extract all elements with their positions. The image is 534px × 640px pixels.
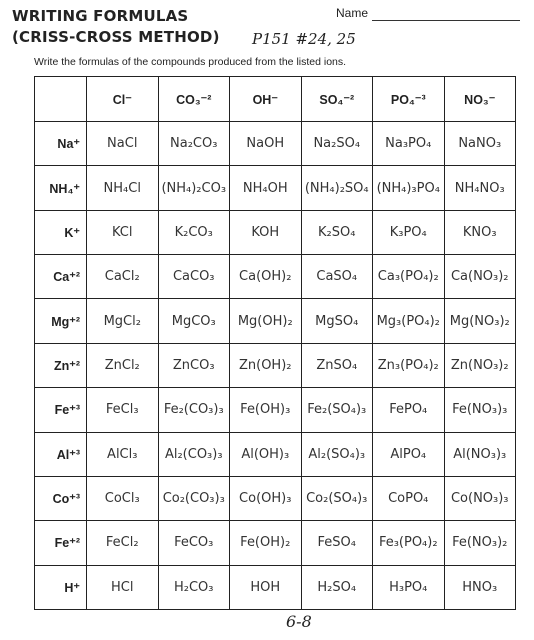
cation-label: Mg⁺² [35,299,87,343]
formula-cell: Fe(NO₃)₃ [444,388,516,432]
handwritten-page-note: P151 #24, 25 [252,30,356,48]
formula-cell: AlPO₄ [373,432,445,476]
formula-cell: Na₂CO₃ [158,122,230,166]
formula-cell: FeCO₃ [158,521,230,565]
formula-cell: Fe₃(PO₄)₂ [373,521,445,565]
formula-cell: Ca(OH)₂ [230,255,302,299]
formula-cell: CaCl₂ [87,255,159,299]
formula-cell: MgCl₂ [87,299,159,343]
formula-cell: ZnSO₄ [301,343,373,387]
formula-cell: HOH [230,565,302,609]
cation-label: Co⁺³ [35,476,87,520]
table-row [35,565,516,609]
formula-cell: K₃PO₄ [373,210,445,254]
cation-label: Al⁺³ [35,432,87,476]
cation-label: Zn⁺² [35,343,87,387]
table-row [35,476,516,520]
cation-label: K⁺ [35,210,87,254]
anion-header: NO₃⁻ [444,77,516,122]
formula-cell: ZnCO₃ [158,343,230,387]
formula-cell: (NH₄)₂SO₄ [301,166,373,210]
formula-cell: KOH [230,210,302,254]
name-label: Name [336,6,369,20]
cation-label: Ca⁺² [35,255,87,299]
formula-cell: H₂SO₄ [301,565,373,609]
formula-cell: Zn(OH)₂ [230,343,302,387]
formula-cell: (NH₄)₂CO₃ [158,166,230,210]
formula-cell: Al(NO₃)₃ [444,432,516,476]
formula-cell: Fe(OH)₃ [230,388,302,432]
anion-header-row [35,77,516,122]
formula-cell: FeCl₂ [87,521,159,565]
formula-cell: Al₂(CO₃)₃ [158,432,230,476]
formula-cell: Mg₃(PO₄)₂ [373,299,445,343]
formula-cell: Fe₂(SO₄)₃ [301,388,373,432]
cation-label: NH₄⁺ [35,166,87,210]
worksheet-title: WRITING FORMULAS [12,7,189,25]
formula-cell: AlCl₃ [87,432,159,476]
formula-cell: NaCl [87,122,159,166]
anion-header: CO₃⁻² [158,77,230,122]
table-row [35,343,516,387]
anion-header: SO₄⁻² [301,77,373,122]
table-row [35,521,516,565]
anion-header: Cl⁻ [87,77,159,122]
formula-cell: Co(OH)₃ [230,476,302,520]
formula-cell: Fe₂(CO₃)₃ [158,388,230,432]
cation-label: Fe⁺² [35,521,87,565]
formula-cell: Na₂SO₄ [301,122,373,166]
formula-cell: ZnCl₂ [87,343,159,387]
formula-cell: Co₂(SO₄)₃ [301,476,373,520]
formula-cell: Fe(OH)₂ [230,521,302,565]
formula-cell: FeSO₄ [301,521,373,565]
formula-cell: NH₄NO₃ [444,166,516,210]
formula-cell: (NH₄)₃PO₄ [373,166,445,210]
worksheet-subtitle: (CRISS-CROSS METHOD) [12,28,220,46]
formula-cell: Ca(NO₃)₂ [444,255,516,299]
handwritten-footer-note: 6-8 [286,612,312,631]
table-row [35,122,516,166]
formula-cell: Al₂(SO₄)₃ [301,432,373,476]
formula-cell: CoPO₄ [373,476,445,520]
formula-cell: FeCl₃ [87,388,159,432]
table-row [35,388,516,432]
formula-cell: Co₂(CO₃)₃ [158,476,230,520]
table-row [35,166,516,210]
formula-cell: Na₃PO₄ [373,122,445,166]
formula-cell: Zn(NO₃)₂ [444,343,516,387]
cation-label: H⁺ [35,565,87,609]
formula-cell: Mg(NO₃)₂ [444,299,516,343]
table-row [35,299,516,343]
formula-cell: Zn₃(PO₄)₂ [373,343,445,387]
table-row [35,255,516,299]
formula-cell: NaOH [230,122,302,166]
formula-cell: CoCl₃ [87,476,159,520]
formula-cell: H₂CO₃ [158,565,230,609]
formula-cell: NaNO₃ [444,122,516,166]
formula-cell: HCl [87,565,159,609]
table-row [35,210,516,254]
formula-cell: CaCO₃ [158,255,230,299]
formula-cell: KNO₃ [444,210,516,254]
table-body [35,122,516,610]
formula-cell: MgSO₄ [301,299,373,343]
formula-cell: Co(NO₃)₃ [444,476,516,520]
formula-cell: NH₄Cl [87,166,159,210]
formula-cell: MgCO₃ [158,299,230,343]
formula-cell: HNO₃ [444,565,516,609]
formula-cell: NH₄OH [230,166,302,210]
instructions: Write the formulas of the compounds produced from the listed ions. [34,56,347,68]
name-line [372,20,520,21]
formula-cell: Al(OH)₃ [230,432,302,476]
formula-cell: CaSO₄ [301,255,373,299]
formula-cell: H₃PO₄ [373,565,445,609]
cation-label: Fe⁺³ [35,388,87,432]
anion-header: OH⁻ [230,77,302,122]
formula-cell: Fe(NO₃)₂ [444,521,516,565]
cation-label: Na⁺ [35,122,87,166]
formula-cell: Ca₃(PO₄)₂ [373,255,445,299]
formula-cell: KCl [87,210,159,254]
formula-table [34,76,516,610]
anion-header: PO₄⁻³ [373,77,445,122]
formula-cell: FePO₄ [373,388,445,432]
table-row [35,432,516,476]
formula-cell: Mg(OH)₂ [230,299,302,343]
formula-cell: K₂SO₄ [301,210,373,254]
formula-cell: K₂CO₃ [158,210,230,254]
corner-cell [35,77,87,122]
